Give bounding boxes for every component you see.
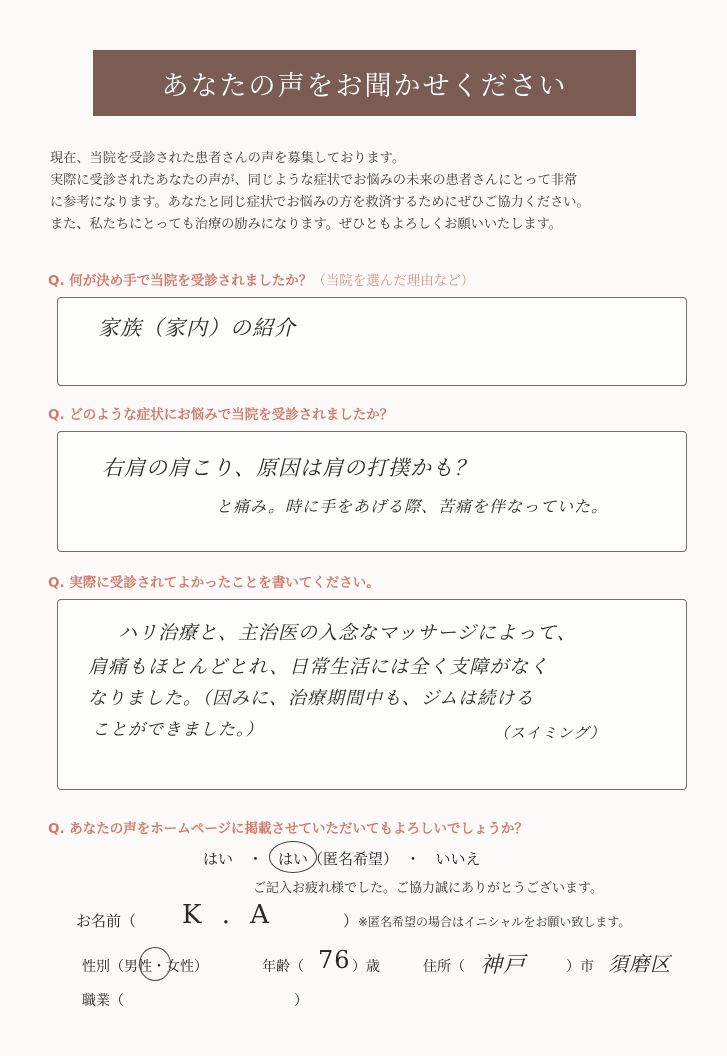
header-banner: [93, 50, 636, 116]
name-close: ）: [343, 912, 359, 930]
answer-3-line: なりました。（因みに、治療期間中も、ジムは続ける: [88, 688, 535, 709]
address-label: 住所（: [423, 959, 465, 975]
address-ward-field[interactable]: 須磨区: [608, 952, 671, 976]
age-label: 年齢（: [262, 959, 304, 975]
job-label: 職業（: [82, 993, 124, 1009]
intro-line: また、私たちにとっても治療の励みになります。ぜひともよろしくお願いいたします。: [50, 217, 562, 232]
question-3-label: [48, 571, 380, 591]
age-unit: ）歳: [352, 959, 380, 975]
intro-text: [50, 148, 690, 236]
question-4-text: Q. あなたの声をホームページに掲載させていただいてもよろしいでしょうか？: [48, 821, 529, 837]
question-1-text: Q. 何が決め手で当院を受診されましたか？: [48, 273, 313, 289]
answer-3-line: ハリ治療と、主治医の入念なマッサージによって、: [118, 622, 577, 644]
consent-options[interactable]: はい ・ はい（匿名希望） ・ いいえ: [203, 850, 481, 868]
answer-2-line: 右肩の肩こり、原因は肩の打撲かも？: [102, 456, 476, 480]
answer-box-2[interactable]: [57, 431, 687, 552]
sex-selected-mark: [139, 947, 171, 981]
answer-1-line: 家族（家内）の紹介: [98, 316, 296, 340]
address-unit: ）市: [566, 959, 594, 975]
answer-3-line: （スイミング）: [494, 724, 606, 742]
question-4-label: [48, 817, 528, 837]
job-close: ）: [294, 993, 308, 1009]
sex-field[interactable]: 性別（男性・女性）: [82, 959, 208, 975]
answer-3-line: ことができました。）: [92, 720, 264, 740]
intro-line: に参考になります。あなたと同じ症状でお悩みの方を救済するためにぜひご協力ください。: [50, 195, 590, 210]
question-1-subtext: （当院を選んだ理由など）: [312, 273, 475, 289]
page-title: あなたの声をお聞かせください: [161, 70, 568, 102]
question-2-label: [48, 403, 393, 423]
age-field[interactable]: 76: [318, 946, 351, 974]
answer-box-3[interactable]: [57, 599, 687, 790]
name-note: ※匿名希望の場合はイニシャルをお願い致します。: [358, 915, 631, 929]
address-city-field[interactable]: 神戸: [480, 953, 527, 978]
thanks-text: ご記入お疲れ様でした。ご協力誠にありがとうございます。: [253, 881, 603, 896]
intro-line: 現在、当院を受診された患者さんの声を募集しております。: [50, 151, 406, 166]
question-2-text: Q. どのような症状にお悩みで当院を受診されましたか？: [48, 407, 394, 423]
name-field[interactable]: K . A: [182, 900, 275, 930]
consent-selected-mark: [269, 841, 317, 873]
answer-box-1[interactable]: [57, 297, 687, 386]
answer-3-line: 肩痛もほとんどとれ、日常生活には全く支障がなく: [88, 656, 550, 678]
name-label: お名前（: [76, 912, 137, 930]
question-3-text: Q. 実際に受診されてよかったことを書いてください。: [48, 575, 380, 591]
answer-2-line: と痛み。時に手をあげる際、苦痛を伴なっていた。: [216, 497, 608, 516]
intro-line: 実際に受診されたあなたの声が、同じような症状でお悩みの未来の患者さんにとって非常: [50, 173, 578, 188]
question-1-label: [48, 269, 474, 289]
